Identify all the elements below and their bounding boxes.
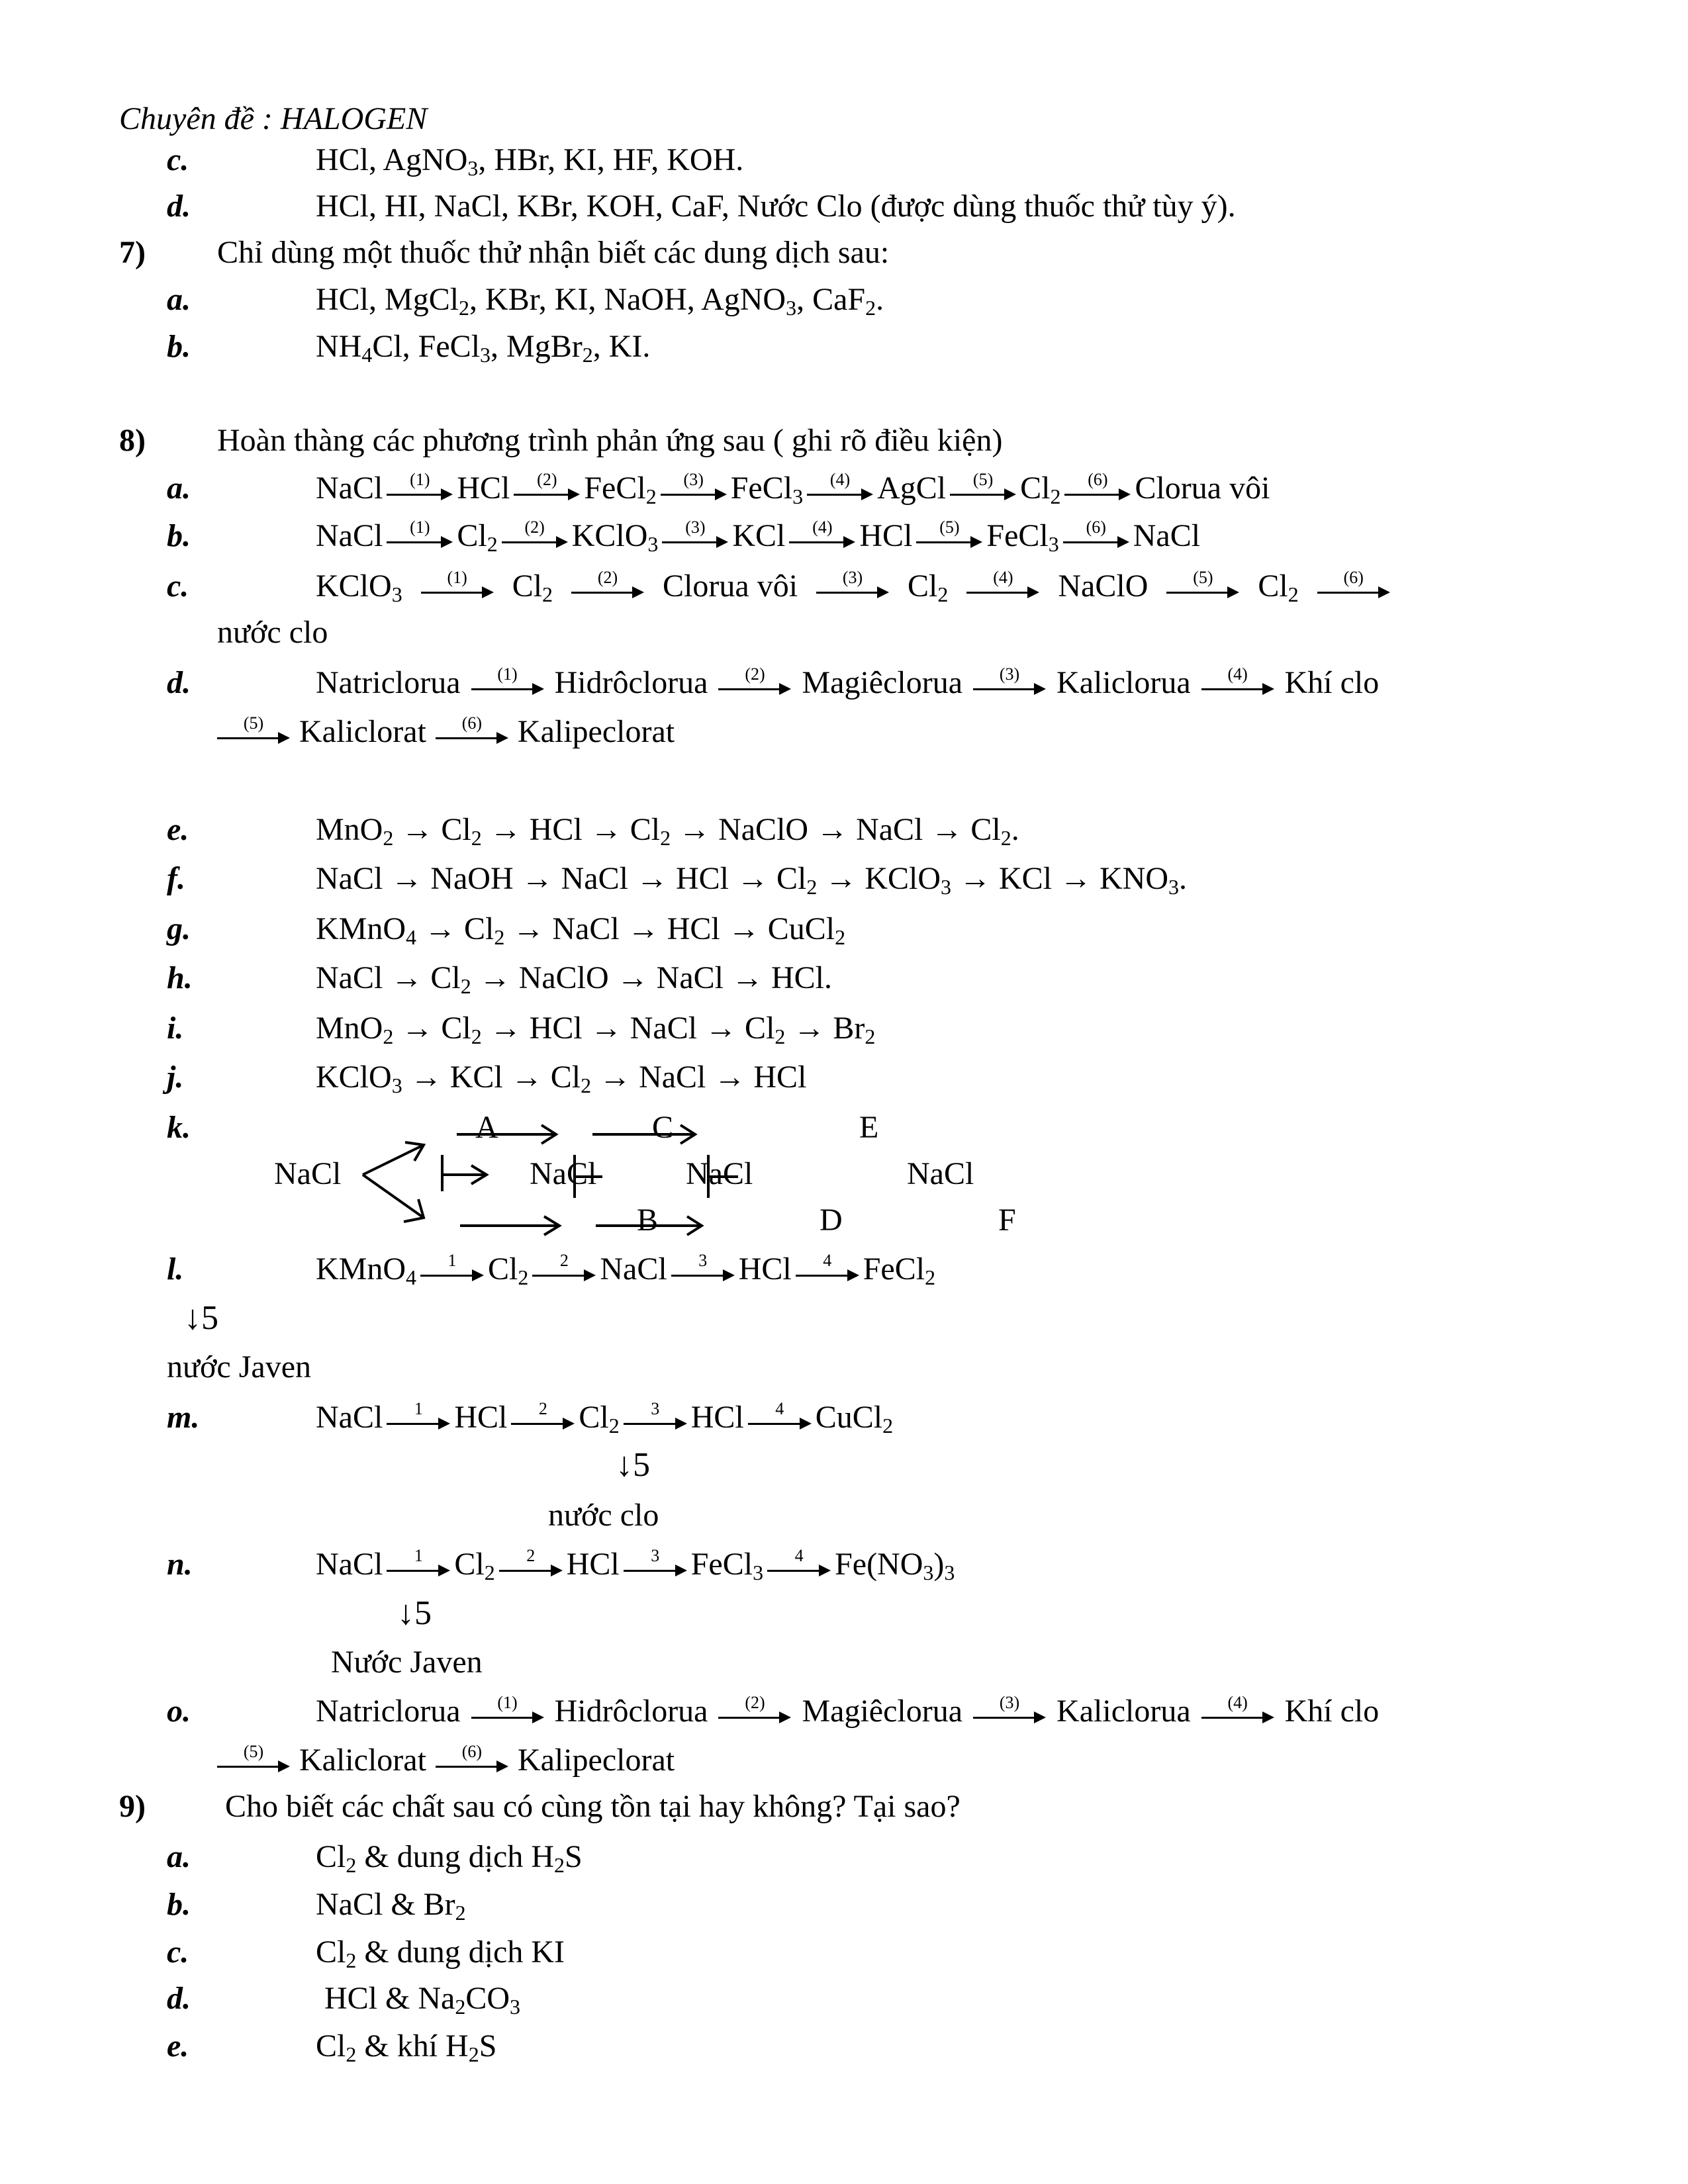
q9c-text: $Cl_2$ & dung dịch KI <box>316 1934 565 1972</box>
q8m-label: m. <box>167 1400 200 1435</box>
reaction-arrow: (4) <box>789 519 855 548</box>
reaction-arrow: 1 <box>387 1400 450 1430</box>
q8k-end: NaCl <box>907 1156 974 1191</box>
q8c-label: c. <box>167 569 189 604</box>
reaction-arrow: (2) <box>571 569 644 598</box>
species: $Fe(NO_3)_3$ <box>835 1547 955 1584</box>
reaction-arrow: (4) <box>807 471 873 500</box>
reaction-arrow: (5) <box>217 715 290 744</box>
reaction-arrow: (5) <box>1166 569 1239 598</box>
species: NaCl <box>1133 518 1201 553</box>
reaction-arrow: 2 <box>511 1400 575 1430</box>
species: HCl <box>738 1251 792 1287</box>
q8e-label: e. <box>167 812 189 847</box>
reaction-arrow: 3 <box>624 1547 687 1576</box>
species: Kalipeclorat <box>517 1743 675 1778</box>
q8n-branch-product: Nước Javen <box>331 1645 483 1680</box>
species: Natriclorua <box>316 1694 461 1729</box>
q8k-start: NaCl <box>274 1156 342 1191</box>
species: $Cl_2$ <box>579 1400 620 1437</box>
q7-number: 7) <box>119 235 146 270</box>
reaction-arrow: (2) <box>718 666 791 695</box>
species: $Cl_2$ <box>457 518 498 556</box>
q8m-branch-product: nước clo <box>548 1498 659 1533</box>
reaction-arrow: (6) <box>436 1743 508 1772</box>
species: FeCl$_3$ <box>730 471 804 508</box>
species: Kalipeclorat <box>517 714 675 749</box>
reaction-arrow: 1 <box>387 1547 450 1576</box>
reaction-arrow: (4) <box>1201 1694 1274 1723</box>
species: HCl <box>690 1400 744 1435</box>
q8k-D: D <box>820 1203 843 1238</box>
species: Khí clo <box>1284 1694 1380 1729</box>
q8k-C: C <box>652 1110 674 1145</box>
q8i-label: i. <box>167 1011 184 1046</box>
q8h-label: h. <box>167 960 193 995</box>
species: HCl <box>566 1547 620 1582</box>
reaction-arrow: (5) <box>950 471 1016 500</box>
reaction-arrow: (1) <box>387 471 453 500</box>
q8k-B: B <box>637 1203 659 1238</box>
reaction-arrow: (4) <box>1201 666 1274 695</box>
reaction-arrow: (1) <box>387 519 453 548</box>
q7a-text: HCl, MgCl$_2$, KBr, KI, NaOH, AgNO$_3$, CaF$_2$. <box>316 282 884 320</box>
q8k-mid2: NaCl <box>686 1156 753 1191</box>
reaction-arrow: 4 <box>748 1400 812 1430</box>
species: KClO$_3$ <box>571 518 659 556</box>
species: Hidrôclorua <box>554 1694 708 1729</box>
q7-title: Chỉ dùng một thuốc thử nhận biết các dung dịch sau: <box>217 235 890 270</box>
reaction-arrow: (5) <box>217 1743 290 1772</box>
q8n-scheme <box>316 1545 955 1584</box>
q9e-text: $Cl_2$ & khí $H_2S$ <box>316 2028 497 2066</box>
reaction-arrow: (3) <box>973 666 1046 695</box>
q8o-scheme-line2 <box>217 1741 675 1780</box>
reaction-arrow: 1 <box>420 1252 484 1281</box>
q8d-label: d. <box>167 665 191 700</box>
species: $Cl_2$ <box>454 1547 495 1584</box>
species: NaCl <box>600 1251 667 1287</box>
q8e-text: $MnO_2 \to Cl_2$ → HCl → $Cl_2$ → NaClO → NaCl → $Cl_2$. <box>316 812 1019 850</box>
reaction-arrow: (6) <box>1064 471 1131 500</box>
species: KMnO$_4$ <box>316 1251 417 1289</box>
reaction-arrow: (3) <box>662 519 728 548</box>
q8k-E: E <box>859 1110 879 1145</box>
reaction-arrow: 3 <box>671 1252 735 1281</box>
species: FeCl$_3$ <box>986 518 1059 556</box>
reaction-arrow: 2 <box>532 1252 596 1281</box>
q6d-text: HCl, HI, NaCl, KBr, KOH, CaF, Nước Clo (được dùng thuốc thử tùy ý). <box>316 189 1236 224</box>
q9d-label: d. <box>167 1981 191 2016</box>
reaction-arrow: (2) <box>718 1694 791 1723</box>
species: KClO$_3$ <box>316 569 402 606</box>
q8n-branch: ↓5 <box>397 1594 432 1632</box>
species: Kaliclorat <box>299 1743 426 1778</box>
q8-title: Hoàn thàng các phương trình phản ứng sau ( ghi rõ điều kiện) <box>217 423 1003 458</box>
reaction-arrow: (6) <box>436 715 508 744</box>
q8j-label: j. <box>167 1060 184 1095</box>
q7a-label: a. <box>167 282 191 317</box>
species: NaCl <box>316 471 383 506</box>
species: $Cl_2$ <box>1020 471 1061 508</box>
reaction-arrow: (3) <box>816 569 889 598</box>
reaction-arrow: (2) <box>502 519 568 548</box>
q6d-label: d. <box>167 189 191 224</box>
reaction-arrow: (1) <box>471 666 544 695</box>
species: Khí clo <box>1284 665 1380 700</box>
species: Hidrôclorua <box>554 665 708 700</box>
species: NaCl <box>316 518 383 553</box>
q6c-label: c. <box>167 142 189 177</box>
q8l-branch: ↓5 <box>184 1299 218 1337</box>
q8m-branch: ↓5 <box>616 1446 650 1484</box>
q8h-text: NaCl → $Cl_2$ → NaClO → NaCl → HCl. <box>316 960 833 998</box>
q8b-label: b. <box>167 518 191 553</box>
q8k-label: k. <box>167 1110 191 1145</box>
q9b-text: NaCl & $Br_2$ <box>316 1887 466 1925</box>
species: HCl <box>859 518 913 553</box>
q8k-mid1: NaCl <box>530 1156 597 1191</box>
species: Clorua vôi <box>1135 471 1270 506</box>
q8i-text: $MnO_2 \to Cl_2$ → HCl → NaCl → $Cl_2 \to Br_2$ <box>316 1011 876 1048</box>
q9d-text: HCl & $Na_2CO_3$ <box>324 1981 521 2019</box>
q8a-label: a. <box>167 471 191 506</box>
q9c-label: c. <box>167 1934 189 1970</box>
species: Natriclorua <box>316 665 461 700</box>
reaction-arrow: (3) <box>661 471 727 500</box>
q7b-text: $NH_4Cl$, FeCl$_3$, MgBr$_2$, KI. <box>316 329 651 367</box>
q9a-label: a. <box>167 1839 191 1874</box>
q9-number: 9) <box>119 1789 146 1824</box>
reaction-arrow: 3 <box>624 1400 687 1430</box>
species: $Cl_2$ <box>512 569 553 606</box>
species: Kaliclorua <box>1056 1694 1191 1729</box>
reaction-arrow: (1) <box>471 1694 544 1723</box>
q8k-A: A <box>475 1110 498 1145</box>
q9-title: Cho biết các chất sau có cùng tồn tại hay không? Tại sao? <box>225 1789 961 1824</box>
reaction-arrow: (6) <box>1063 519 1129 548</box>
q8g-label: g. <box>167 911 191 946</box>
reaction-arrow: (1) <box>421 569 494 598</box>
species: Magiêclorua <box>802 1694 963 1729</box>
q8-number: 8) <box>119 423 146 458</box>
species: AgCl <box>877 471 947 506</box>
q8l-label: l. <box>167 1251 184 1287</box>
q7b-label: b. <box>167 329 191 364</box>
reaction-arrow: (2) <box>514 471 580 500</box>
q8f-label: f. <box>167 861 185 896</box>
q8c-continuation: nước clo <box>217 615 328 650</box>
reaction-arrow: (4) <box>966 569 1039 598</box>
q8n-label: n. <box>167 1547 193 1582</box>
species: NaCl <box>316 1400 383 1435</box>
q8j-text: KClO$_3$ → KCl → $Cl_2$ → NaCl → HCl <box>316 1060 807 1097</box>
species: FeCl$_2$ <box>863 1251 936 1289</box>
q8f-text: NaCl → NaOH → NaCl → HCl → $Cl_2$ → KClO$_3$ → KCl → $KNO_3$. <box>316 861 1188 899</box>
q8o-scheme <box>316 1692 1379 1731</box>
species: FeCl$_3$ <box>690 1547 764 1584</box>
q6c-text: HCl, AgNO$_3$, HBr, KI, HF, KOH. <box>316 142 744 180</box>
q9a-text: $Cl_2$ & dung dịch $H_2S$ <box>316 1839 583 1877</box>
species: HCl <box>457 471 510 506</box>
species: KCl <box>732 518 786 553</box>
reaction-arrow: 4 <box>767 1547 831 1576</box>
species: Clorua vôi <box>663 569 798 604</box>
reaction-arrow: 2 <box>499 1547 563 1576</box>
species: NaClO <box>1058 569 1149 604</box>
species: NaCl <box>316 1547 383 1582</box>
q8l-branch-product: nước Javen <box>167 1349 311 1385</box>
q9e-label: e. <box>167 2028 189 2064</box>
page-header: Chuyên đề : HALOGEN <box>119 101 428 136</box>
q8l-scheme <box>316 1250 935 1289</box>
q8o-label: o. <box>167 1694 191 1729</box>
reaction-arrow: (3) <box>973 1694 1046 1723</box>
species: $Cl_2$ <box>488 1251 529 1289</box>
species: HCl <box>454 1400 508 1435</box>
species: Kaliclorua <box>1056 665 1191 700</box>
reaction-arrow: (5) <box>916 519 982 548</box>
q8m-scheme <box>316 1398 893 1437</box>
species: Magiêclorua <box>802 665 963 700</box>
reaction-arrow: (6) <box>1317 569 1390 598</box>
q8k-F: F <box>998 1203 1016 1238</box>
q8g-text: KMnO$_4$ → $Cl_2$ → NaCl → HCl → CuCl$_2$ <box>316 911 846 949</box>
species: FeCl$_2$ <box>584 471 657 508</box>
species: $Cl_2$ <box>1258 569 1299 606</box>
species: CuCl$_2$ <box>815 1400 894 1437</box>
q9b-label: b. <box>167 1887 191 1922</box>
reaction-arrow: 4 <box>796 1252 859 1281</box>
species: Kaliclorat <box>299 714 426 749</box>
species: $Cl_2$ <box>908 569 949 606</box>
